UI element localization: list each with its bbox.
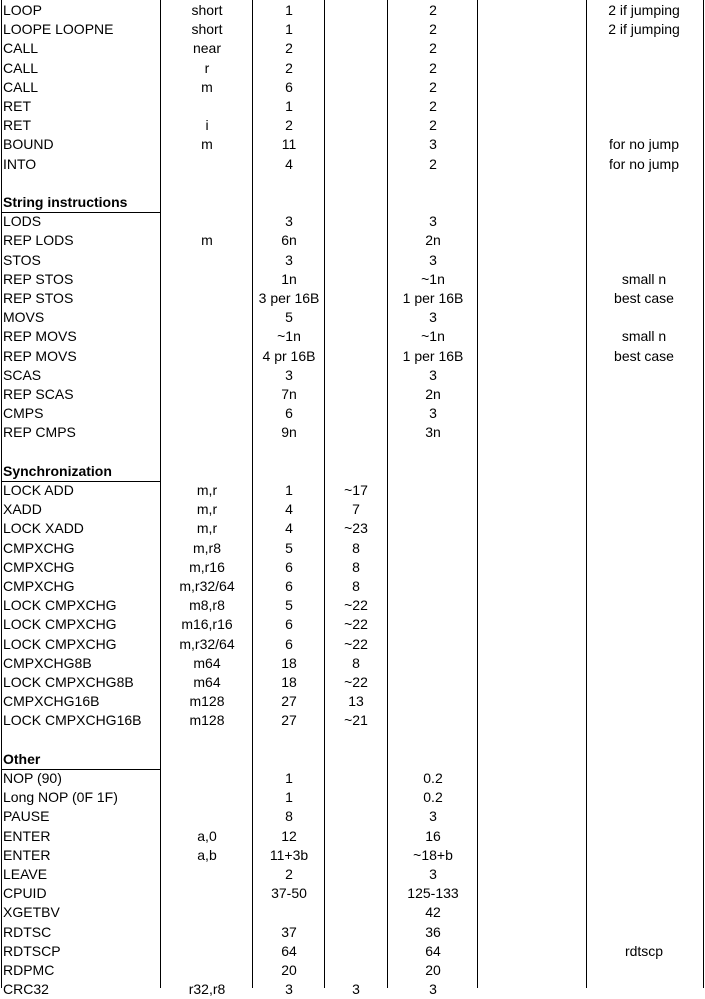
instruction-cell: LOCK CMPXCHG16B (3, 712, 142, 729)
instruction-cell: CALL (3, 78, 39, 95)
table-row (0, 327, 705, 346)
uops-cell: 2 (285, 866, 293, 882)
instruction-cell: MOVS (3, 309, 45, 326)
instruction-cell: LODS (3, 213, 42, 230)
throughput-cell: 0.2 (423, 770, 443, 786)
instruction-cell: RET (3, 117, 31, 134)
latency-cell: ~21 (344, 712, 368, 729)
section-title: Other (3, 750, 41, 767)
instruction-cell: REP MOVS (3, 328, 77, 345)
uops-cell: 1 (285, 2, 293, 18)
throughput-cell: 125-133 (407, 885, 459, 902)
operands-cell: m,r (196, 520, 218, 537)
latency-cell: 7 (352, 501, 360, 518)
instruction-cell: LOCK ADD (3, 482, 74, 498)
operands-cell: m (201, 78, 213, 95)
column-divider (586, 0, 587, 988)
table-row (0, 596, 705, 615)
comment-cell: rdtscp (624, 942, 664, 959)
operands-cell: m,r32/64 (179, 635, 235, 652)
table-row (0, 423, 705, 442)
column-divider (324, 0, 325, 988)
instruction-cell: CMPXCHG (3, 539, 75, 556)
operands-cell: m,r32/64 (179, 578, 235, 594)
latency-cell: 8 (352, 539, 360, 556)
operands-cell: m16,r16 (181, 616, 233, 633)
table-row (0, 404, 705, 423)
uops-cell: 20 (281, 962, 297, 978)
instruction-cell: SCAS (3, 366, 42, 383)
operands-cell: m64 (193, 674, 221, 690)
throughput-cell: 2 (429, 59, 437, 76)
uops-cell: 27 (281, 693, 297, 710)
table-row (0, 212, 705, 231)
throughput-cell: 3 (429, 981, 437, 998)
operands-cell: m8,r8 (189, 597, 225, 614)
table-row (0, 846, 705, 865)
instruction-cell: ENTER (3, 846, 51, 863)
comment-cell: 2 if jumping (608, 21, 680, 38)
instruction-cell: STOS (3, 251, 41, 268)
table-row (0, 39, 705, 58)
throughput-cell: 2 (429, 78, 437, 95)
column-divider (160, 0, 161, 988)
throughput-cell: 64 (425, 942, 441, 959)
uops-cell: 4 (285, 520, 293, 537)
table-row (0, 366, 705, 385)
operands-cell: m64 (193, 654, 221, 671)
comment-cell: 2 if jumping (608, 2, 680, 18)
uops-cell: 6 (285, 616, 293, 633)
table-row (0, 308, 705, 327)
instruction-cell: PAUSE (3, 808, 50, 825)
instruction-cell: CMPS (3, 405, 44, 422)
uops-cell: 5 (285, 539, 293, 556)
uops-cell: 12 (281, 827, 297, 844)
instruction-cell: CALL (3, 40, 39, 57)
section-underline (1, 769, 161, 770)
operands-cell: m,r (196, 482, 218, 498)
uops-cell: 11 (281, 136, 297, 153)
table-row (0, 59, 705, 78)
instruction-cell: ENTER (3, 827, 51, 844)
table-row (0, 980, 705, 999)
uops-cell: 2 (285, 117, 293, 134)
instruction-cell: REP SCAS (3, 386, 74, 402)
operands-cell: a,b (197, 846, 217, 863)
uops-cell: 37-50 (271, 885, 307, 902)
table-row (0, 20, 705, 39)
instruction-cell: INTO (3, 155, 37, 172)
table-row (0, 1, 705, 20)
throughput-cell: 42 (425, 904, 441, 921)
table-row (0, 692, 705, 711)
table-row (0, 788, 705, 807)
instruction-cell: CRC32 (3, 981, 49, 998)
throughput-cell: 3 (429, 251, 437, 268)
uops-cell: 27 (281, 712, 297, 729)
latency-cell: ~22 (344, 674, 368, 690)
uops-cell: ~1n (277, 328, 301, 345)
table-row (0, 231, 705, 250)
instruction-cell: CALL (3, 59, 39, 76)
table-row (0, 769, 705, 788)
uops-cell: 3 (285, 981, 293, 998)
operands-cell: m,r (196, 501, 218, 518)
operands-cell: m,r16 (189, 558, 225, 575)
table-row (0, 711, 705, 730)
operands-cell: short (191, 2, 223, 18)
section-header-row (0, 462, 705, 481)
uops-cell: 18 (281, 654, 297, 671)
instruction-cell: RDPMC (3, 962, 55, 978)
comment-cell: best case (614, 347, 674, 364)
table-row (0, 500, 705, 519)
uops-cell: 6 (285, 405, 293, 422)
instruction-cell: CMPXCHG (3, 558, 75, 575)
column-divider (477, 0, 478, 988)
throughput-cell: 3 (429, 309, 437, 326)
operands-cell: r32,r8 (188, 981, 226, 998)
throughput-cell: 3 (429, 366, 437, 383)
uops-cell: 9n (281, 424, 297, 441)
throughput-cell: 2 (429, 98, 437, 114)
table-row (0, 289, 705, 308)
operands-cell: m (201, 136, 213, 153)
comment-cell: for no jump (608, 136, 680, 153)
section-title: Synchronization (3, 462, 112, 479)
uops-cell: 64 (281, 942, 297, 959)
latency-cell: 3 (352, 981, 360, 998)
throughput-cell: 3 (429, 405, 437, 422)
throughput-cell: 3n (425, 424, 441, 441)
throughput-cell: ~1n (421, 270, 445, 287)
uops-cell: 5 (285, 597, 293, 614)
latency-cell: 8 (352, 654, 360, 671)
instruction-cell: LOCK CMPXCHG (3, 597, 117, 614)
uops-cell: 5 (285, 309, 293, 326)
uops-cell: 37 (281, 923, 297, 940)
throughput-cell: 2 (429, 155, 437, 172)
instruction-cell: RDTSCP (3, 942, 61, 959)
uops-cell: 1 (285, 789, 293, 806)
throughput-cell: ~18+b (413, 846, 453, 863)
table-row (0, 884, 705, 903)
instruction-cell: LOCK CMPXCHG (3, 635, 117, 652)
column-divider (387, 0, 388, 988)
uops-cell: 1n (281, 270, 297, 287)
section-underline (1, 212, 161, 213)
section-header-row (0, 750, 705, 769)
instruction-cell: CMPXCHG8B (3, 654, 92, 671)
latency-cell: ~23 (344, 520, 368, 537)
table-row (0, 481, 705, 500)
instruction-cell: Long NOP (0F 1F) (3, 789, 118, 806)
instruction-cell: REP STOS (3, 270, 74, 287)
uops-cell: 1 (285, 21, 293, 38)
instruction-cell: REP LODS (3, 232, 74, 249)
throughput-cell: 0.2 (423, 789, 443, 806)
throughput-cell: 2n (425, 232, 441, 249)
instruction-cell: CPUID (3, 885, 47, 902)
instruction-cell: CMPXCHG16B (3, 693, 100, 710)
latency-cell: 8 (352, 558, 360, 575)
uops-cell: 1 (285, 770, 293, 786)
throughput-cell: 3 (429, 136, 437, 153)
instruction-cell: XADD (3, 501, 42, 518)
uops-cell: 2 (285, 59, 293, 76)
comment-cell: best case (614, 290, 674, 306)
instruction-cell: LOOP (3, 2, 42, 18)
throughput-cell: 16 (425, 827, 441, 844)
uops-cell: 4 pr 16B (262, 347, 316, 364)
table-row (0, 78, 705, 97)
throughput-cell: 2 (429, 2, 437, 18)
instruction-cell: LOOPE LOOPNE (3, 21, 114, 38)
operands-cell: i (205, 117, 209, 134)
operands-cell: m (201, 232, 213, 249)
uops-cell: 4 (285, 155, 293, 172)
throughput-cell: 3 (429, 213, 437, 230)
uops-cell: 3 (285, 251, 293, 268)
uops-cell: 6 (285, 635, 293, 652)
instruction-cell: RDTSC (3, 923, 52, 940)
table-row (0, 865, 705, 884)
latency-cell: ~22 (344, 616, 368, 633)
uops-cell: 18 (281, 674, 297, 690)
uops-cell: 1 (285, 482, 293, 498)
table-row (0, 903, 705, 922)
uops-cell: 6n (281, 232, 297, 249)
operands-cell: a,0 (197, 827, 217, 844)
instruction-cell: REP CMPS (3, 424, 76, 441)
uops-cell: 8 (285, 808, 293, 825)
uops-cell: 3 (285, 213, 293, 230)
comment-cell: for no jump (608, 155, 680, 172)
table-row (0, 155, 705, 174)
latency-cell: ~22 (344, 635, 368, 652)
uops-cell: 7n (281, 386, 297, 402)
table-row (0, 135, 705, 154)
instruction-cell: LOCK CMPXCHG (3, 616, 117, 633)
table-row (0, 97, 705, 116)
operands-cell: m,r8 (193, 539, 221, 556)
latency-cell: ~22 (344, 597, 368, 614)
throughput-cell: 2 (429, 40, 437, 57)
table-row (0, 923, 705, 942)
table-row (0, 558, 705, 577)
latency-cell: ~17 (344, 482, 368, 498)
section-underline (1, 481, 161, 482)
operands-cell: short (191, 21, 223, 38)
instruction-cell: LOCK CMPXCHG8B (3, 674, 134, 690)
table-row (0, 615, 705, 634)
column-divider (703, 0, 704, 988)
throughput-cell: 2 (429, 117, 437, 134)
instruction-cell: XGETBV (3, 904, 60, 921)
table-row (0, 961, 705, 980)
table-row (0, 385, 705, 404)
throughput-cell: 3 (429, 808, 437, 825)
table-row (0, 116, 705, 135)
table-row (0, 807, 705, 826)
throughput-cell: 1 per 16B (402, 347, 464, 364)
instruction-cell: CMPXCHG (3, 578, 75, 594)
throughput-cell: 36 (425, 923, 441, 940)
uops-cell: 11+3b (269, 846, 309, 863)
throughput-cell: 20 (425, 962, 441, 978)
uops-cell: 6 (285, 78, 293, 95)
table-row (0, 942, 705, 961)
instruction-cell: RET (3, 98, 31, 114)
throughput-cell: 1 per 16B (402, 290, 464, 306)
throughput-cell: 2n (425, 386, 441, 402)
instruction-cell: LOCK XADD (3, 520, 84, 537)
table-row (0, 635, 705, 654)
table-row (0, 577, 705, 596)
column-divider (1, 0, 2, 988)
throughput-cell: ~1n (421, 328, 445, 345)
latency-cell: 13 (348, 693, 364, 710)
table-row (0, 673, 705, 692)
table-row (0, 519, 705, 538)
uops-cell: 3 (285, 366, 293, 383)
table-row (0, 251, 705, 270)
uops-cell: 2 (285, 40, 293, 57)
instruction-cell: REP STOS (3, 290, 74, 306)
latency-cell: 8 (352, 578, 360, 594)
uops-cell: 3 per 16B (258, 290, 320, 306)
section-title: String instructions (3, 194, 128, 210)
throughput-cell: 2 (429, 21, 437, 38)
comment-cell: small n (621, 328, 667, 345)
uops-cell: 6 (285, 558, 293, 575)
operands-cell: m128 (189, 693, 225, 710)
instruction-cell: REP MOVS (3, 347, 77, 364)
instruction-cell: LEAVE (3, 866, 48, 882)
instruction-cell: BOUND (3, 136, 54, 153)
uops-cell: 1 (285, 98, 293, 114)
table-row (0, 347, 705, 366)
table-row (0, 270, 705, 289)
column-divider (252, 0, 253, 988)
uops-cell: 4 (285, 501, 293, 518)
comment-cell: small n (621, 270, 667, 287)
uops-cell: 6 (285, 578, 293, 594)
section-header-row (0, 193, 705, 212)
operands-cell: near (192, 40, 222, 57)
instruction-cell: NOP (90) (3, 770, 62, 786)
operands-cell: r (204, 59, 210, 76)
table-row (0, 827, 705, 846)
operands-cell: m128 (189, 712, 225, 729)
table-row (0, 654, 705, 673)
throughput-cell: 3 (429, 866, 437, 882)
table-row (0, 539, 705, 558)
